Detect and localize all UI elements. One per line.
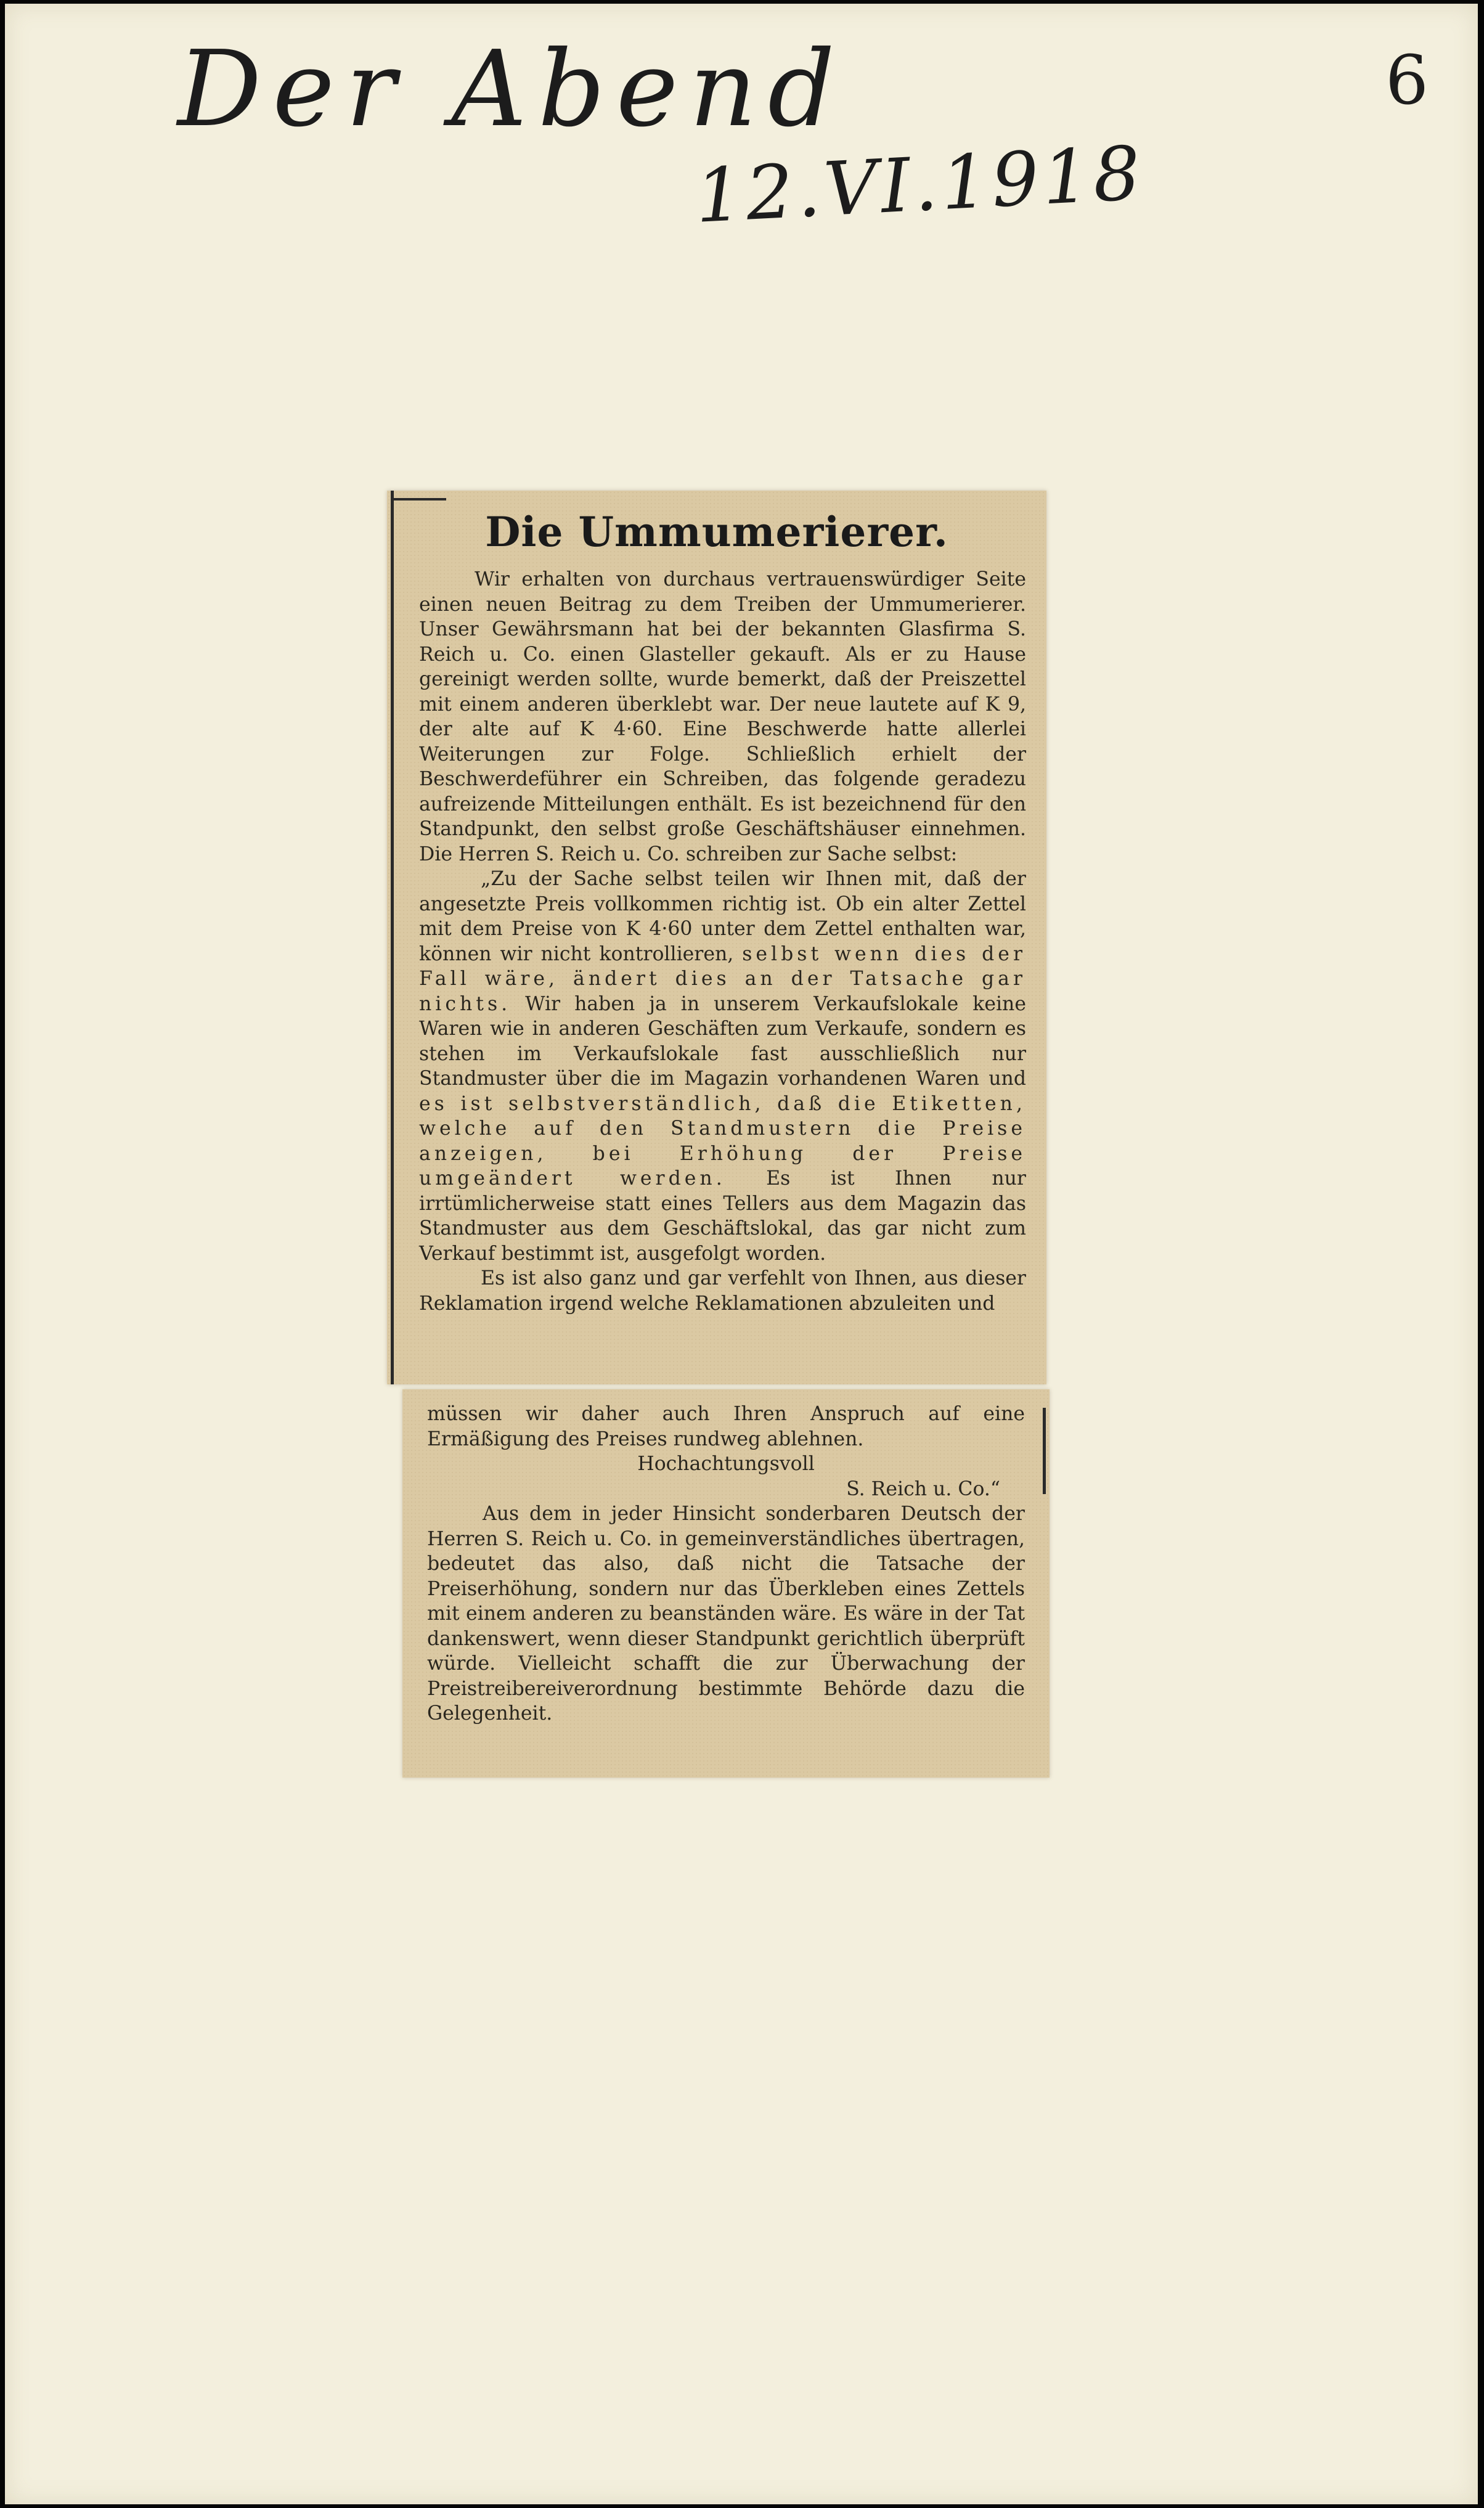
letter-closing: Hochachtungsvoll [637, 1453, 815, 1475]
article-final-paragraph: Aus dem in jeder Hinsicht sonderbaren Deutsch der Herren S. Reich u. Co. in gemeinverständliches übertragen, bedeutet das also, daß nicht die Tatsache der Preiserhöhung, sondern nur das Überkleben eines Zettels mit einem anderen zu beanständen wäre. Es wäre in der Tat dankenswert, wenn dieser Standpunkt gerichtlich überprüft würde. Vielleicht schafft die zur Überwachung der Preistreibereiverordnung bestimmte Behörde dazu die Gelegenheit. [427, 1503, 1025, 1725]
letter-signature: S. Reich u. Co.“ [846, 1477, 1000, 1500]
article-headline: Die Ummumerierer. [485, 508, 948, 556]
quote-segment: Es ist Ihnen nur irrtümlicherweise statt eines Tellers aus dem Magazin das Standmuster aus dem Geschäftslokal, das gar nicht zum Verkauf bestimmt ist, ausgefolgt worden. [419, 1167, 1026, 1265]
quote-continuation: müssen wir daher auch Ihren Anspruch auf eine Ermäßigung des Preises rundweg ablehnen. [427, 1403, 1025, 1450]
clipping-border-left [391, 491, 394, 1384]
quoted-letter-paragraph [419, 867, 1026, 1266]
quote-emphasis: es ist selbstverständlich, daß die Etiketten, welche auf den Standmustern die Preise anzeigen, bei Erhöhung der Preise umgeändert werden. [419, 1092, 1026, 1190]
quote-emphasis: selbst wenn dies der Fall wäre, ändert dies an der Tatsache gar nichts. [419, 942, 1026, 1015]
clipping-border-right [1043, 1408, 1046, 1494]
handwritten-page-number: 6 [1385, 41, 1429, 120]
archive-page [5, 4, 1478, 2504]
article-column-continued [427, 1402, 1025, 1726]
handwritten-newspaper-title: Der Abend [177, 28, 846, 150]
quote-segment: Wir haben ja in unserem Verkaufslokale keine Waren wie in anderen Geschäften zum Verkaufe, sondern es stehen im Verkaufslokale fast ausschließlich nur Standmuster über die im Magazin vorhandenen Waren und [419, 992, 1026, 1090]
article-intro-paragraph: Wir erhalten von durchaus vertrauenswürdiger Seite einen neuen Beitrag zu dem Treiben der Ummumerierer. Unser Gewährsmann hat bei der bekannten Glasfirma S. Reich u. Co. einen Glasteller gekauft. Als er zu Hause gereinigt werden sollte, wurde bemerkt, daß der Preiszettel mit einem anderen überklebt war. Der neue lautete auf K 9, der alte auf K 4·60. Eine Beschwerde hatte allerlei Weiterungen zur Folge. Schließlich erhielt der Beschwerdeführer ein Schreiben, das folgende geradezu aufreizende Mitteilungen enthält. Es ist bezeichnend für den Standpunkt, den selbst große Geschäftshäuser einnehmen. Die Herren S. Reich u. Co. schreiben zur Sache selbst: [419, 568, 1026, 865]
newspaper-clipping-part2 [402, 1389, 1050, 1778]
article-column [419, 567, 1026, 1316]
handwritten-date: 12.VI.1918 [693, 131, 1146, 240]
clipping-border-top [391, 498, 446, 500]
newspaper-clipping-part1 [387, 491, 1046, 1384]
quoted-letter-paragraph-2: Es ist also ganz und gar verfehlt von Ihnen, aus dieser Reklamation irgend welche Reklamationen abzuleiten und [419, 1267, 1026, 1315]
quote-segment: „Zu der Sache selbst teilen wir Ihnen mit, daß der angesetzte Preis vollkommen richtig ist. Ob ein alter Zettel mit dem Preise von K 4·60 unter dem Zettel enthalten war, können wir nicht kontrollieren, [419, 868, 1026, 965]
